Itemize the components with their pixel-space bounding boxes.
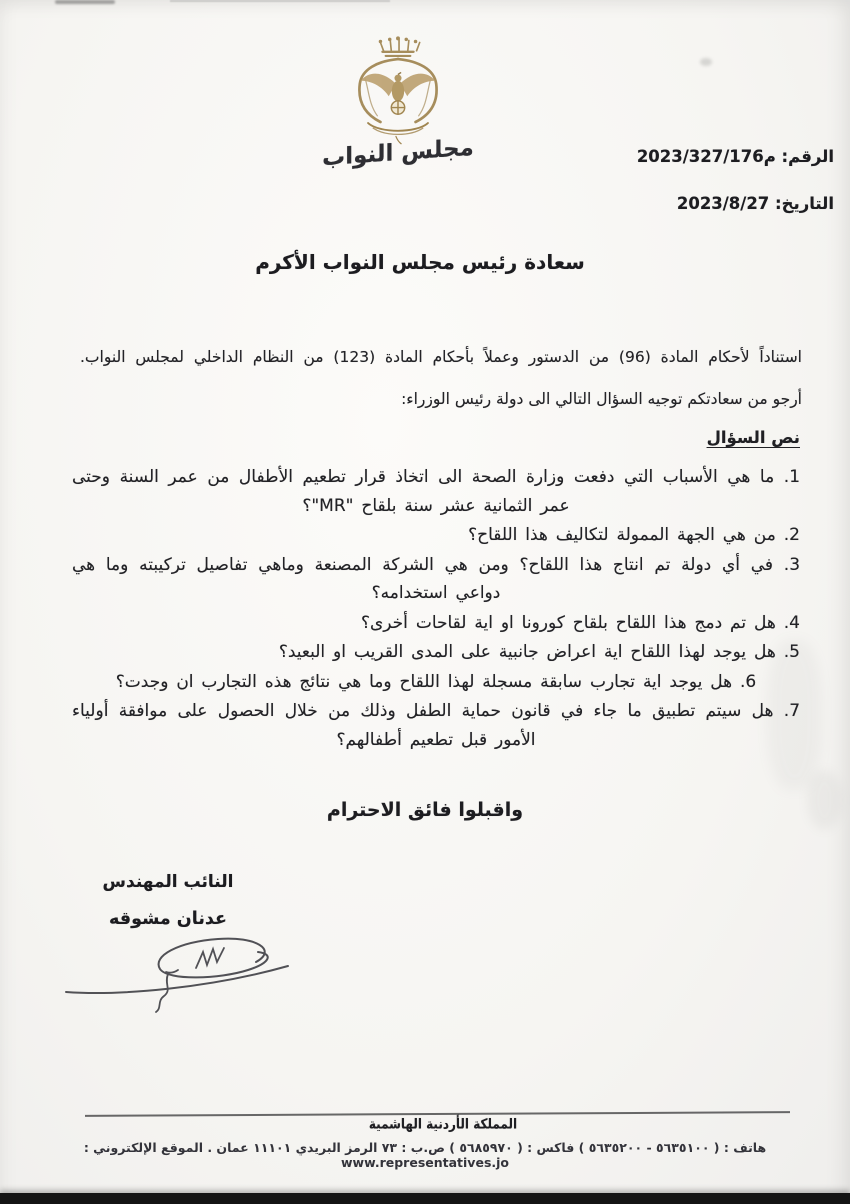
scan-artifact <box>55 0 115 4</box>
salutation-line: سعادة رئيس مجلس النواب الأكرم <box>255 250 585 274</box>
question-number: 3. <box>783 554 801 575</box>
question-text: في أي دولة تم انتاج هذا اللقاح؟ ومن هي الشركة المصنعة وماهي تفاصيل تركيبته وما هي دواعي استخدامه؟ <box>72 554 774 603</box>
question-number: 2. <box>783 525 800 545</box>
scan-artifact <box>170 0 390 2</box>
question-item <box>72 609 800 638</box>
question-text: ما هي الأسباب التي دفعت وزارة الصحة الى اتخاذ قرار تطعيم الأطفال من عمر السنة وحتى عمر الثمانية عشر سنة بلقاح "MR"؟ <box>72 467 775 516</box>
handwritten-signature-icon <box>60 922 295 1017</box>
kingdom-calligraphy: المملكة الأردنية الهاشمية <box>368 1115 518 1133</box>
scan-artifact <box>700 58 712 66</box>
question-item <box>72 521 800 550</box>
question-text: هل يوجد لهذا اللقاح اية اعراض جانبية على المدى القريب او البعيد؟ <box>278 642 776 662</box>
question-heading: نص السؤال <box>706 428 800 447</box>
intro-line-1: استناداً لأحكام المادة (96) من الدستور وعملاً بأحكام المادة (123) من النظام الداخلي لمجلس النواب. <box>80 348 802 366</box>
intro-paragraph <box>80 336 802 420</box>
org-name-calligraphy: مجلس النواب <box>322 134 474 172</box>
question-number: 5. <box>783 642 800 662</box>
question-number: 7. <box>783 701 801 721</box>
intro-line-2: أرجو من سعادتكم توجيه السؤال التالي الى دولة رئيس الوزراء: <box>401 390 802 408</box>
question-text: هل سيتم تطبيق ما جاء في قانون حماية الطفل وذلك من خلال الحصول على موافقة أولياء الأمور قبل تطعيم أطفالهم؟ <box>72 701 774 750</box>
question-number: 4. <box>783 612 800 633</box>
question-item <box>72 668 800 697</box>
question-text: من هي الجهة الممولة لتكاليف هذا اللقاح؟ <box>468 525 776 545</box>
ref-date-block <box>637 146 834 215</box>
question-item <box>72 551 800 608</box>
signature-block <box>88 872 248 929</box>
question-text: هل يوجد اية تجارب سابقة مسجلة لهذا اللقاح وما هي نتائج هذه التجارب ان وجدت؟ <box>115 671 733 692</box>
question-item <box>72 463 800 520</box>
scan-edge-bar <box>0 1193 850 1204</box>
closing-line: واقبلوا فائق الاحترام <box>326 799 524 821</box>
signature-title: النائب المهندس <box>102 872 234 892</box>
question-item <box>72 638 800 667</box>
question-item <box>72 697 800 754</box>
signature-name: عدنان مشوقه <box>109 909 227 929</box>
question-number: 6. <box>740 671 757 692</box>
question-text: هل تم دمج هذا اللقاح بلقاح كورونا او اية لقاحات أخرى؟ <box>360 612 776 633</box>
question-number: 1. <box>783 467 801 487</box>
footer-contact-line: هاتف : ( ٥٦٣٥١٠٠ - ٥٦٣٥٢٠٠ ) فاكس : ( ٥٦٨٥٩٧٠ ) ص.ب : ٧٣ الرمز البريدي ١١١٠١ عمان . الموقع الإلكتروني : www.representatives.jo <box>83 1140 767 1170</box>
questions-list <box>72 463 800 755</box>
reference-number: الرقم: م2023/327/176 <box>636 147 834 166</box>
letter-date: التاريخ: 2023/8/27 <box>676 194 834 213</box>
jordan-coat-of-arms-icon <box>334 34 462 146</box>
